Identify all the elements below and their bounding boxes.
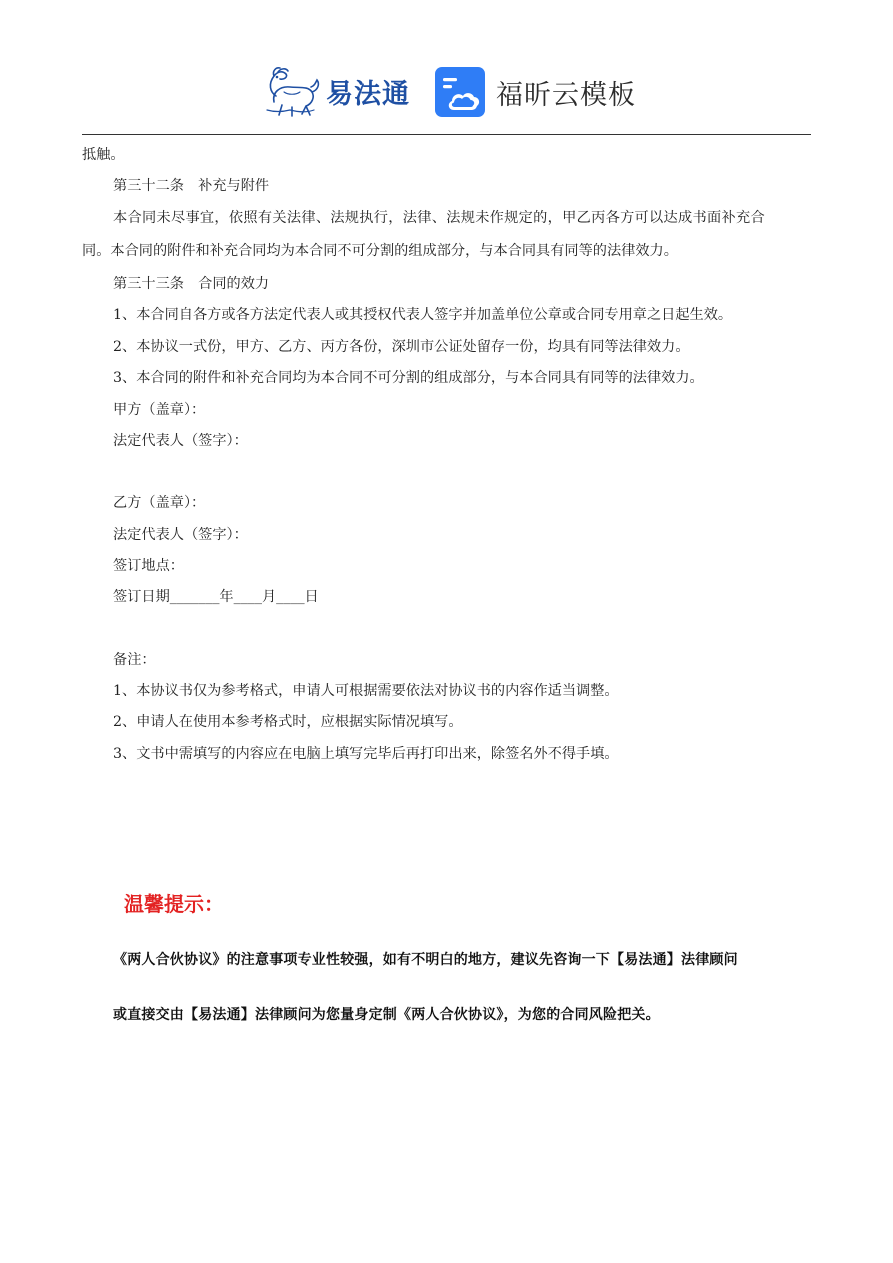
- header-divider: [82, 134, 811, 135]
- qilin-emblem-icon: [262, 62, 322, 120]
- yifatong-logo: [262, 62, 410, 120]
- tips-title: 温馨提示：: [124, 892, 224, 916]
- note-item-2: 2、申请人在使用本参考格式时，应根据实际情况填写。: [113, 714, 463, 730]
- signing-place: 签订地点：: [113, 558, 184, 574]
- signing-date: 签订日期_______年____月____日: [113, 589, 319, 605]
- notes-title: 备注：: [113, 652, 156, 668]
- article-32-title: 第三十二条 补充与附件: [113, 178, 270, 194]
- brand-name-foxit: 福昕云模板: [496, 79, 636, 111]
- article-33-item-3: 3、本合同的附件和补充合同均为本合同不可分割的组成部分，与本合同具有同等的法律效力。: [113, 370, 704, 386]
- article-32-paragraph-line1: 本合同未尽事宜，依照有关法律、法规执行，法律、法规未作规定的，甲乙丙各方可以达成书面补充合: [113, 210, 765, 226]
- article-33-item-2: 2、本协议一式份，甲方、乙方、丙方各份，深圳市公证处留存一份，均具有同等法律效力。: [113, 339, 690, 355]
- document-cloud-icon: [434, 66, 486, 118]
- party-a-representative: 法定代表人（签字）：: [113, 433, 248, 449]
- article-33-title: 第三十三条 合同的效力: [113, 276, 270, 292]
- party-b-seal: 乙方（盖章）：: [113, 495, 206, 511]
- tips-line-1: 《两人合伙协议》的注意事项专业性较强，如有不明白的地方，建议先咨询一下【易法通】法律顾问: [113, 952, 738, 968]
- brand-name-yifatong: 易法通: [326, 78, 410, 110]
- article-33-item-1: 1、本合同自各方或各方法定代表人或其授权代表人签字并加盖单位公章或合同专用章之日起生效。: [113, 307, 733, 323]
- tips-line-2: 或直接交由【易法通】法律顾问为您量身定制《两人合伙协议》，为您的合同风险把关。: [113, 1007, 660, 1023]
- article-32-paragraph-line2: 同。本合同的附件和补充合同均为本合同不可分割的组成部分，与本合同具有同等的法律效力。: [82, 243, 678, 259]
- continuation-text: 抵触。: [82, 147, 125, 163]
- party-b-representative: 法定代表人（签字）：: [113, 527, 248, 543]
- foxit-template-logo: [434, 65, 636, 119]
- note-item-1: 1、本协议书仅为参考格式，申请人可根据需要依法对协议书的内容作适当调整。: [113, 683, 619, 699]
- party-a-seal: 甲方（盖章）：: [113, 402, 206, 418]
- page-header: [0, 0, 893, 134]
- note-item-3: 3、文书中需填写的内容应在电脑上填写完毕后再打印出来，除签名外不得手填。: [113, 746, 619, 762]
